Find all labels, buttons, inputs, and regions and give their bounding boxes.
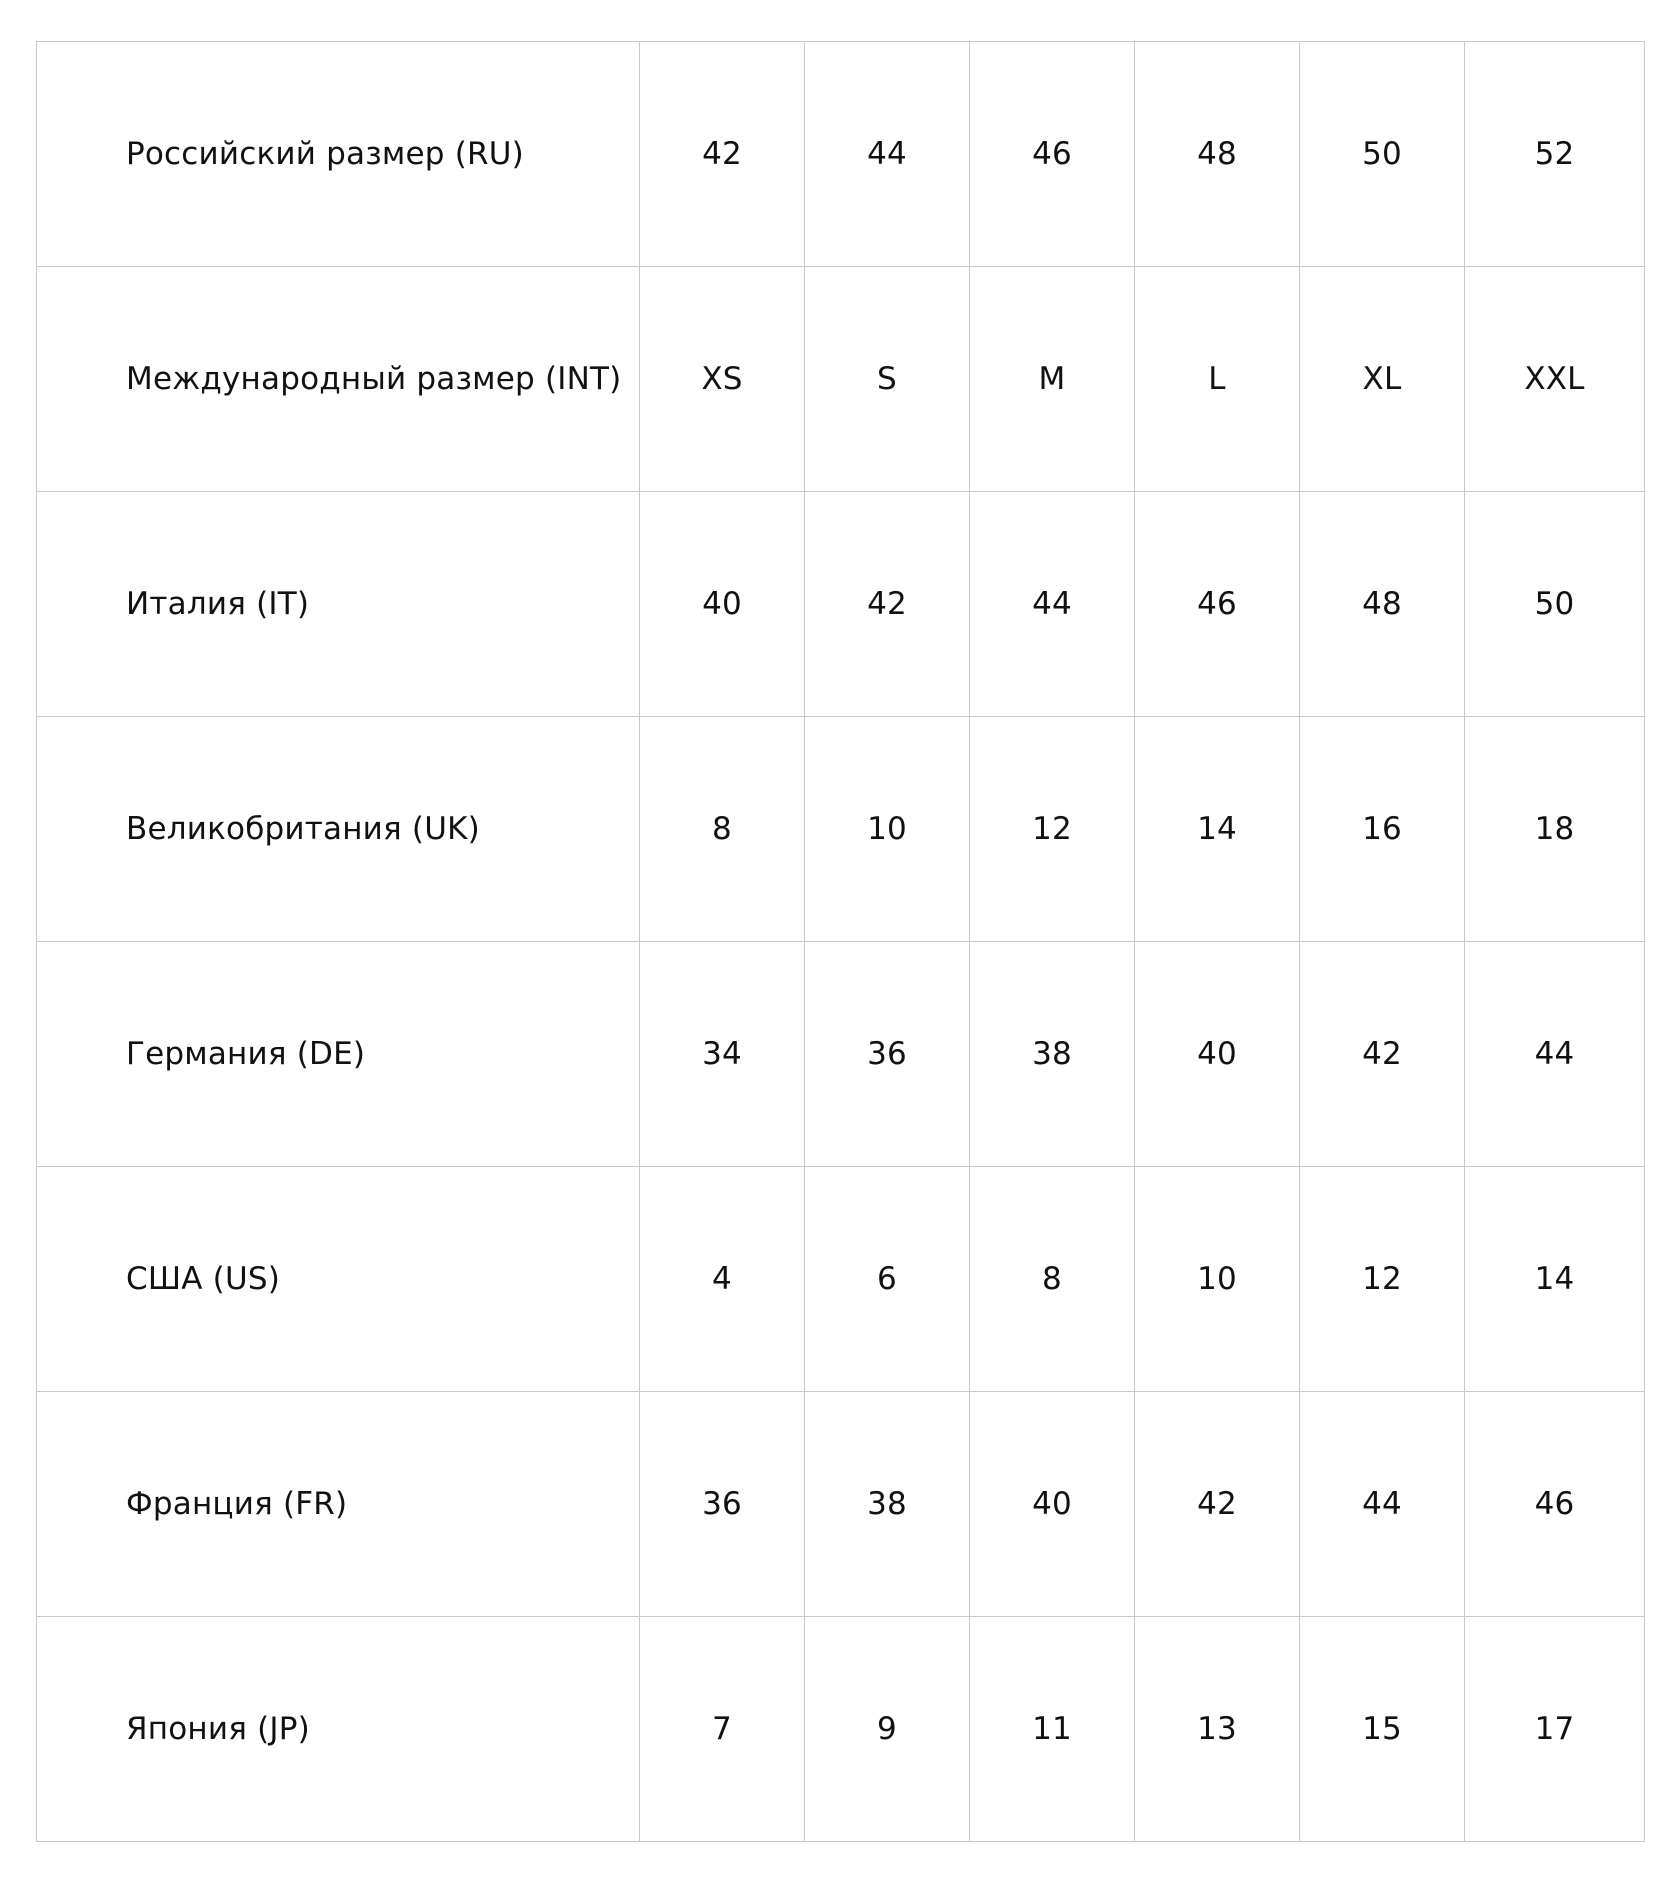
- table-cell: 44: [970, 492, 1135, 717]
- row-label: Италия (IT): [37, 492, 640, 717]
- table-cell: 44: [805, 42, 970, 267]
- table-cell: 48: [1300, 492, 1465, 717]
- table-cell: 4: [640, 1167, 805, 1392]
- table-cell: 36: [640, 1392, 805, 1617]
- table-cell: 50: [1300, 42, 1465, 267]
- table-row-it: [37, 492, 1645, 717]
- table-cell: 48: [1135, 42, 1300, 267]
- table-cell: S: [805, 267, 970, 492]
- table-cell: 7: [640, 1617, 805, 1842]
- row-label: Международный размер (INT): [37, 267, 640, 492]
- table-cell: 46: [970, 42, 1135, 267]
- row-label: Япония (JP): [37, 1617, 640, 1842]
- table-cell: 40: [970, 1392, 1135, 1617]
- size-table-body: [37, 42, 1645, 1842]
- row-label: США (US): [37, 1167, 640, 1392]
- table-cell: 10: [805, 717, 970, 942]
- size-conversion-table: [36, 41, 1645, 1842]
- table-cell: 17: [1465, 1617, 1645, 1842]
- row-label: Германия (DE): [37, 942, 640, 1167]
- table-cell: 42: [640, 42, 805, 267]
- table-row-fr: [37, 1392, 1645, 1617]
- table-cell: 8: [640, 717, 805, 942]
- table-cell: L: [1135, 267, 1300, 492]
- table-cell: XL: [1300, 267, 1465, 492]
- table-cell: 16: [1300, 717, 1465, 942]
- table-cell: 38: [970, 942, 1135, 1167]
- table-cell: 11: [970, 1617, 1135, 1842]
- table-cell: 44: [1465, 942, 1645, 1167]
- table-cell: 6: [805, 1167, 970, 1392]
- table-cell: 13: [1135, 1617, 1300, 1842]
- table-cell: XS: [640, 267, 805, 492]
- table-cell: 12: [1300, 1167, 1465, 1392]
- table-cell: 46: [1135, 492, 1300, 717]
- table-cell: 46: [1465, 1392, 1645, 1617]
- table-cell: 18: [1465, 717, 1645, 942]
- table-row-us: [37, 1167, 1645, 1392]
- table-cell: 44: [1300, 1392, 1465, 1617]
- table-row-uk: [37, 717, 1645, 942]
- table-cell: 14: [1465, 1167, 1645, 1392]
- table-cell: 34: [640, 942, 805, 1167]
- table-cell: 42: [1300, 942, 1465, 1167]
- table-row-ru: [37, 42, 1645, 267]
- table-cell: 38: [805, 1392, 970, 1617]
- table-cell: 42: [805, 492, 970, 717]
- row-label: Российский размер (RU): [37, 42, 640, 267]
- table-cell: 15: [1300, 1617, 1465, 1842]
- table-cell: 50: [1465, 492, 1645, 717]
- table-cell: XXL: [1465, 267, 1645, 492]
- table-cell: 10: [1135, 1167, 1300, 1392]
- table-cell: 42: [1135, 1392, 1300, 1617]
- table-cell: 12: [970, 717, 1135, 942]
- table-cell: 9: [805, 1617, 970, 1842]
- table-cell: 36: [805, 942, 970, 1167]
- table-cell: 40: [640, 492, 805, 717]
- row-label: Франция (FR): [37, 1392, 640, 1617]
- row-label: Великобритания (UK): [37, 717, 640, 942]
- table-cell: 14: [1135, 717, 1300, 942]
- table-row-de: [37, 942, 1645, 1167]
- table-row-int: [37, 267, 1645, 492]
- table-cell: 52: [1465, 42, 1645, 267]
- table-cell: 40: [1135, 942, 1300, 1167]
- table-row-jp: [37, 1617, 1645, 1842]
- table-cell: M: [970, 267, 1135, 492]
- table-cell: 8: [970, 1167, 1135, 1392]
